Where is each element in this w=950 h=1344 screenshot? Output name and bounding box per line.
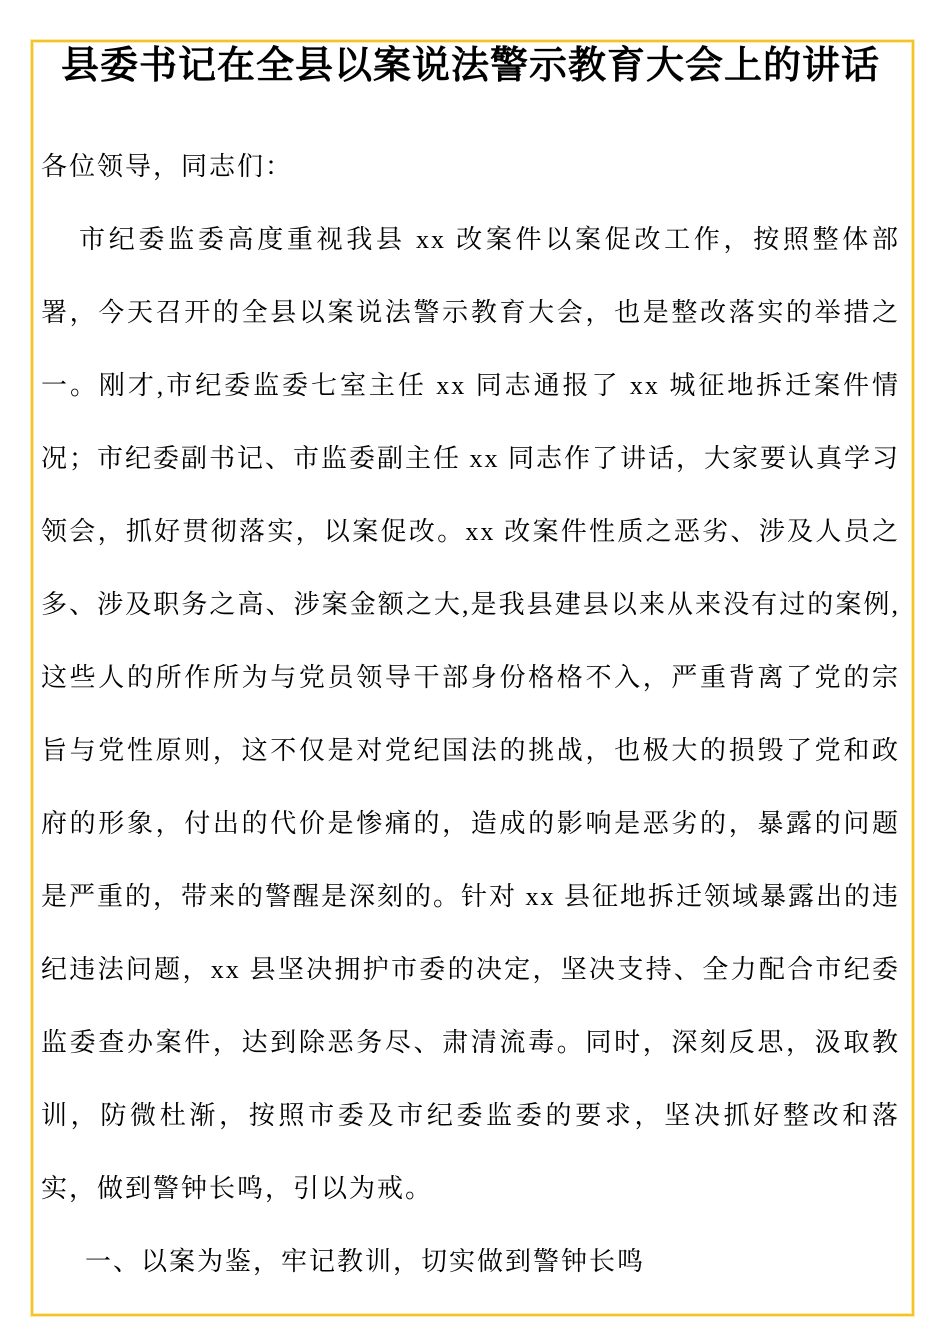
salutation-line: 各位领导，同志们： (41, 152, 294, 181)
body-paragraph: 市纪委监委高度重视我县 xx 改案件以案促改工作，按照整体部署，今天召开的全县以案说法警示教育大会，也是整改落实的举措之一。刚才,市纪委监委七室主任 xx 同志通报了 xx 城征地拆迁案件情况；市纪委副书记、市监委副主任 xx 同志作了讲话，大家要认真学习领会，抓好贯彻落实，以案促改。xx 改案件性质之恶劣、涉及人员之多、涉及职务之高、涉案金额之大,是我县建县以来从来没有过的案例,这些人的所作所为与党员领导干部身份格格不入，严重背离了党的宗旨与党性原则，这不仅是对党纪国法的挑战，也极大的损毁了党和政府的形象，付出的代价是惨痛的，造成的影响是恶劣的，暴露的问题是严重的，带来的警醒是深刻的。针对 xx 县征地拆迁领域暴露出的违纪违法问题，xx 县坚决拥护市委的决定，坚决支持、全力配合市纪委监委查办案件，达到除恶务尽、肃清流毒。同时，深刻反思，汲取教训，防微杜渐，按照市委及市纪委监委的要求，坚决抓好整改和落实，做到警钟长鸣，引以为戒。 (41, 225, 901, 1203)
section-heading: 一、以案为鉴，牢记教训，切实做到警钟长鸣 (85, 1247, 646, 1276)
document-body (41, 130, 900, 1298)
document-border (31, 40, 914, 1316)
document-title: 县委书记在全县以案说法警示教育大会上的讲话 (60, 45, 880, 87)
